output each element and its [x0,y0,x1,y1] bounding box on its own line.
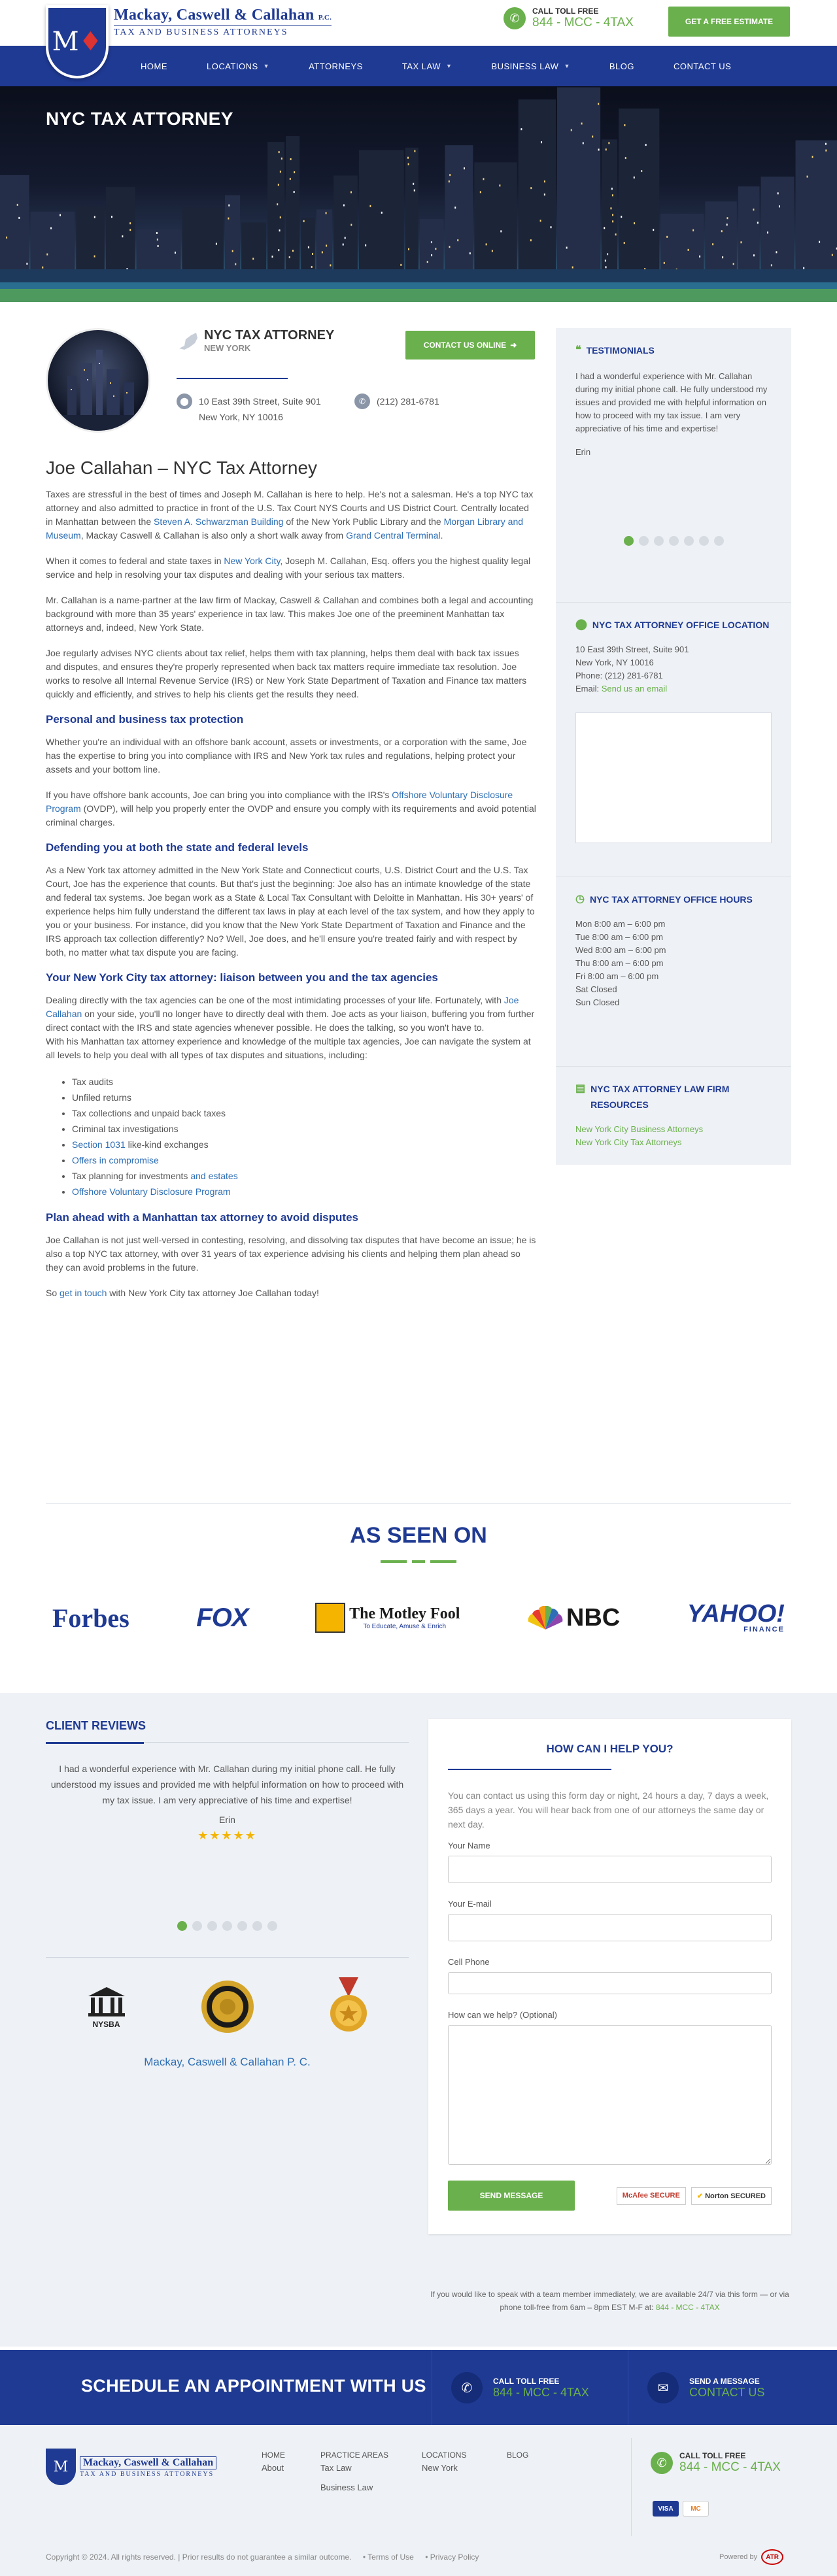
paragraph: If you have offshore bank accounts, Joe can bring you into compliance with the IRS's Offshore Voluntary Disclosure Program (OVDP), will help you properly enter the OVDP and ensure you comply with its requirements and avoid potential criminal charges. [46,790,536,828]
footer-col-home [262,2449,285,2475]
mastercard-icon: MC [683,2501,709,2517]
mcafee-seal: McAfee SECURE [617,2187,686,2205]
note-phone-link[interactable]: 844 - MCC - 4TAX [655,2303,720,2312]
location-pin-icon: ⬤ [177,393,192,409]
award-badges [46,1957,409,2036]
nav-item-locations[interactable]: LOCATIONS ▼ [207,61,270,71]
offers-in-compromise-link[interactable]: Offers in compromise [72,1155,159,1165]
footer [0,2425,837,2576]
address-line2: New York, NY 10016 [199,412,283,422]
chevron-down-icon: ▼ [564,63,570,69]
form-title: HOW CAN I HELP YOU? [546,1743,674,1755]
pager-dot[interactable] [177,1921,187,1931]
forbes-logo: Forbes [52,1603,129,1633]
pager-dot[interactable] [684,536,694,546]
reviews-title: CLIENT REVIEWS [46,1719,146,1732]
testimonials-title: TESTIMONIALS [586,345,655,356]
profile-address [177,393,321,425]
name-label: Your Name [448,1841,490,1850]
pager-dot[interactable] [267,1921,277,1931]
site-logo[interactable] [46,5,332,78]
ovdp-link[interactable]: Offshore Voluntary Disclosure Program [46,790,513,814]
message-label: How can we help? (Optional) [448,2010,557,2020]
profile-heading [177,328,334,353]
powered-by-logo: ATR [761,2549,783,2565]
footer-toll-number[interactable]: 844 - MCC - 4TAX [679,2460,781,2474]
footer-col-practice [320,2449,388,2494]
testimonials-widget [556,328,791,603]
medal-icon [326,1977,371,2036]
pager-dot[interactable] [654,536,664,546]
main-content [46,328,536,1312]
joe-callahan-link[interactable]: Joe Callahan [46,995,519,1019]
sidebar [556,328,791,1165]
hours-row: Sun Closed [575,997,620,1007]
hours-title: NYC TAX ATTORNEY OFFICE HOURS [589,894,753,905]
footer-toll-label: CALL TOLL FREE [679,2451,746,2460]
paragraph: As a New York tax attorney admitted in the New York State and Connecticut courts, U.S. District Court and the U.S. Tax Court, Joe has the experience that counts. But that's just the beginning: Joe also has an intimate knowledge of the state and federal tax systems. Joe began work as a State & Local Tax Consultant with Deloitte in Manhattan. His 30+ years' of experience helps him fully understand the different tax laws in play at each level of the tax system, and how they apply to you or your business. For instance, did you know that the New York State Department of Taxation and Finance and the IRS approach tax collection differently? No? Well, Joe does, and he'll ensure you're treated fairly and with respect by both, no matter what tax dispute you are facing. [46,865,535,958]
chevron-down-icon: ▼ [445,63,453,69]
section-heading: Defending you at both the state and federal levels [46,841,309,854]
send-message-button[interactable]: SEND MESSAGE [448,2181,575,2211]
paragraph: Joe regularly advises NYC clients about tax relief, helps them with tax planning, helps them deal with back tax issues and disputes, and ensures they're properly represented when back tax matters require immediate tax resolution. Joe works to resolve all Internal Revenue Service (IRS) or New York State Department of Taxation and Finance tax matters quickly and efficiently, and strives to help his clients get the results they need. [46,648,527,699]
medal-badge [319,1977,378,2036]
footer-link-business-law[interactable]: Business Law [320,2483,373,2492]
clock-icon: ◷ [575,894,585,905]
location-line: Phone: (212) 281-6781 [575,671,663,680]
pager-dot[interactable] [714,536,724,546]
logo-shield-icon: M ♦ [46,5,109,78]
footer-link-practice-areas[interactable]: PRACTICE AREAS [320,2451,389,2460]
pager-dot[interactable] [192,1921,202,1931]
paragraph: Dealing directly with the tax agencies can be one of the most intimidating processes of your life. Fortunately, with Joe Callahan on your side, you'll no longer have to directly deal with them. Joe acts as your liaison, buffering you from further direct contact with the IRS and state agencies whenever possible. He does the talking, so you won't have to. [46,995,535,1033]
as-seen-on-title: AS SEEN ON [350,1523,487,1548]
hours-row: Wed 8:00 am – 6:00 pm [575,945,666,955]
top-bar [0,0,837,57]
location-line: 10 East 39th Street, Suite 901 [575,644,689,654]
phone-icon: ✆ [504,7,526,29]
attorney-avatar [46,328,150,433]
location-pin-icon: ⬤ [575,619,587,630]
footer-link-blog[interactable]: BLOG [507,2451,529,2460]
office-hours-widget [556,877,791,1067]
powered-by[interactable]: Powered by ATR [719,2549,783,2565]
nbc-logo: NBC [527,1604,620,1632]
phone-number[interactable]: (212) 281-6781 [377,396,439,407]
divider [46,1503,791,1504]
attorney-profile [46,328,536,446]
list-item: • Criminal tax investigations [72,1121,536,1137]
footer-link-locations[interactable]: LOCATIONS [422,2451,467,2460]
payment-cards [653,2501,713,2517]
ovdp-list-link[interactable]: Offshore Voluntary Disclosure Program [72,1186,231,1197]
tax-attorneys-link[interactable]: New York City Tax Attorneys [575,1137,682,1147]
pager-dot[interactable] [669,536,679,546]
toll-label: CALL TOLL FREE [532,7,599,16]
hours-row: Tue 8:00 am – 6:00 pm [575,932,663,942]
profile-subtitle: NEW YORK [204,343,251,353]
hero-title: NYC TAX ATTORNEY [46,109,233,129]
office-location-widget [556,603,791,877]
paragraph: When it comes to federal and state taxes in New York City, Joseph M. Callahan, Esq. offers you the highest quality legal service and help in resolving your tax disputes and dealing with your serious tax matters. [46,556,531,580]
list-item: • Section 1031 like-kind exchanges [72,1137,536,1152]
location-title: NYC TAX ATTORNEY OFFICE LOCATION [592,620,770,630]
paragraph: Mr. Callahan is a name-partner at the law firm of Mackay, Caswell & Callahan and combines both a legal and accounting background with more than 35 years' experience in tax law. This makes Joe one of the preeminent Manhattan tax attorneys and, indeed, New York State. [46,595,534,633]
gold-seal-icon [200,1979,255,2034]
new-york-city-link[interactable]: New York City [224,556,281,566]
section-heading: Personal and business tax protection [46,713,244,726]
send-email-link[interactable]: Send us an email [601,684,668,694]
quote-icon: ❝ [575,344,581,356]
check-icon: ✔ [696,2192,704,2200]
schedule-toll-number[interactable]: 844 - MCC - 4TAX [493,2385,589,2399]
client-reviews [46,1719,409,2069]
footer-toll-free[interactable] [651,2451,781,2475]
profile-divider [177,378,288,379]
nav-item-attorneys[interactable]: ATTORNEYS [309,61,363,71]
arrow-right-icon: ➜ [510,341,517,350]
footer-link-home[interactable]: HOME [262,2451,285,2460]
paragraph: Taxes are stressful in the best of times and Joseph M. Callahan is here to help. He's not a salesman. He's a top NYC tax attorney and also admitted to practice in front of the U.S. Tax Court NYS Courts and US District Court. Centrally located in Manhattan between the Steven A. Schwarzman Building of the New York Public Library and the Morgan Library and Museum, Mackay Caswell & Callahan is also only a short walk away from Grand Central Terminal. [46,489,534,541]
logo-name: Mackay, Caswell & Callahan P.C. [114,7,332,24]
email-label: Your E-mail [448,1899,492,1909]
hours-row: Fri 8:00 am – 6:00 pm [575,971,659,981]
phone-icon: ✆ [354,393,370,409]
hero-banner [0,86,837,302]
footer-col-blog [507,2449,528,2462]
testimonial-text: I had a wonderful experience with Mr. Callahan during my initial phone call. He fully understood my issues and provided me with helpful information on how to proceed with my tax issue. I am very appreciative of his time and expertise! [575,371,768,433]
document-icon: ▤ [575,1083,586,1094]
form-intro: You can contact us using this form day or night, 24 hours a day, 7 days a week, 365 days a year. You will hear back from one of our attorneys the same day or next day. [448,1790,769,1830]
schwarzman-link[interactable]: Steven A. Schwarzman Building [154,516,284,527]
section-heading: Plan ahead with a Manhattan tax attorney to avoid disputes [46,1211,358,1224]
review-text: I had a wonderful experience with Mr. Callahan during my initial phone call. He fully understood my issues and provided me with helpful information on how to proceed with my tax issue. I am very appreciative of his time and expertise! [50,1764,404,1805]
firm-name: Mackay, Caswell & Callahan P. C. [144,2056,311,2068]
phone-icon: ✆ [651,2452,673,2474]
peacock-icon [527,1605,564,1631]
list-item: • Tax audits [72,1074,536,1090]
nav-item-business-law[interactable]: BUSINESS LAW ▼ [491,61,570,71]
footer-link-tax-law[interactable]: Tax Law [320,2463,352,2473]
paragraph: Whether you're an individual with an offshore bank account, assets or investments, or a corporation with the same, Joe has the expertise to bring you into compliance with IRS and New York tax rules and regulations, helping protect your assets and your bottom line. [46,737,527,775]
reviews-pager [46,1921,409,1931]
footer-logo-tagline: TAX AND BUSINESS ATTORNEYS [80,2470,214,2478]
review-stars: ★★★★★ [197,1829,257,1842]
chevron-down-icon: ▼ [263,63,270,69]
hours-row: Mon 8:00 am – 6:00 pm [575,919,666,929]
services-list [72,1074,536,1199]
form-divider [448,1769,611,1770]
location-line: Email: Send us an email [575,684,668,694]
list-item [72,1152,536,1168]
paragraph: Joe Callahan is not just well-versed in contesting, resolving, and dissolving tax disputes that have become an issue; he is also a top NYC tax attorney, with over 31 years of tax experience advising his clients and helping them plan ahead so they can avoid problems in the future. [46,1235,536,1273]
form-note: If you would like to speak with a team member immediately, we are available 24/7 via this form — or via phone toll-free from 6am – 8pm EST M-F at: 844 - MCC - 4TAX [430,2290,789,2312]
nysba-badge: NYSBA [77,1977,136,2036]
toll-number[interactable]: 844 - MCC - 4TAX [532,16,634,29]
security-seals [611,2187,772,2205]
paragraph: So get in touch with New York City tax attorney Joe Callahan today! [46,1288,319,1298]
footer-logo-name: Mackay, Caswell & Callahan [80,2456,216,2469]
pager-dot[interactable] [639,536,649,546]
copyright-text: Copyright © 2024. All rights reserved. | Prior results do not guarantee a similar outcome. [46,2552,352,2562]
review-author: Erin [219,1815,235,1825]
schedule-call[interactable] [451,2372,589,2403]
nav-item-tax-law[interactable]: TAX LAW ▼ [401,61,453,71]
hours-row: Thu 8:00 am – 6:00 pm [575,958,664,968]
footer-logo[interactable] [46,2449,216,2485]
header-toll-free[interactable] [504,7,634,30]
logo-tagline: TAX AND BUSINESS ATTORNEYS [114,25,332,38]
new-york-state-icon [177,329,200,352]
footer-link-about[interactable]: About [262,2463,284,2473]
envelope-icon: ✉ [647,2372,679,2403]
phone-input[interactable] [448,1972,772,1994]
yahoo-finance-logo: YAHOO! FINANCE [687,1600,785,1633]
gold-seal-badge [198,1977,257,2036]
name-input[interactable] [448,1856,772,1883]
address-line1: 10 East 39th Street, Suite 901 [199,396,321,407]
logo-shield-icon: M [46,2449,76,2485]
pager-dot[interactable] [207,1921,217,1931]
motley-fool-logo: The Motley Fool To Educate, Amuse & Enrich [315,1603,460,1633]
nav-item-contact-us[interactable]: CONTACT US [674,61,732,71]
resources-widget [556,1067,791,1165]
schedule-toll-label: CALL TOLL FREE [493,2376,560,2386]
copyright-row [46,2552,488,2562]
pager-dot[interactable] [624,536,634,546]
office-map[interactable] [575,712,772,843]
business-attorneys-link[interactable]: New York City Business Attorneys [575,1124,704,1134]
schedule-message[interactable] [647,2372,764,2403]
section-heading: Your New York City tax attorney: liaison between you and the tax agencies [46,971,438,984]
fox-logo: FOX [196,1603,248,1632]
schedule-title: SCHEDULE AN APPOINTMENT WITH US [81,2376,426,2396]
visa-card-icon: VISA [653,2501,679,2517]
schedule-banner [0,2350,837,2425]
resources-title: NYC TAX ATTORNEY LAW FIRM RESOURCES [590,1084,730,1110]
paragraph: With his Manhattan tax attorney experience and knowledge of the multiple tax agencies, Joe can navigate the system at all levels to help you deal with all types of tax disputes and situations, including: [46,1036,531,1060]
message-textarea[interactable] [448,2025,772,2165]
courthouse-icon [86,1984,128,2017]
brand-logos [52,1602,785,1633]
reviews-and-contact-section [0,1693,837,2347]
contact-form [428,1719,791,2234]
hours-row: Sat Closed [575,984,617,994]
pager-dot[interactable] [222,1921,232,1931]
list-item: • Unfiled returns [72,1090,536,1105]
footer-link-new-york[interactable]: New York [422,2463,458,2473]
contact-us-online-button[interactable]: CONTACT US ONLINE ➜ [405,331,535,360]
email-input[interactable] [448,1914,772,1941]
terms-link[interactable]: • Terms of Use [362,2552,414,2562]
phone-icon: ✆ [451,2372,483,2403]
morgan-library-link[interactable]: Morgan Library and Museum [46,516,524,541]
article-title: Joe Callahan – NYC Tax Attorney [46,458,318,478]
list-item: • Tax collections and unpaid back taxes [72,1105,536,1121]
as-seen-on-section [0,1523,837,1633]
location-line: New York, NY 10016 [575,658,654,667]
reviews-divider [46,1742,409,1743]
grand-central-link[interactable]: Grand Central Terminal [346,530,441,541]
pager-dot[interactable] [699,536,709,546]
list-item: • Tax planning for investments and estates [72,1168,536,1184]
profile-phone[interactable] [354,393,439,409]
norton-seal: ✔ Norton SECURED [691,2187,772,2205]
estates-link[interactable]: and estates [190,1171,238,1181]
get-in-touch-link[interactable]: get in touch [60,1288,107,1298]
testimonial-pager [575,536,772,546]
schedule-contact-link[interactable]: CONTACT US [689,2385,765,2399]
article-body [46,488,536,1300]
footer-col-locations [422,2449,466,2475]
section-1031-link[interactable]: Section 1031 [72,1139,126,1150]
nav-item-home[interactable]: HOME [141,61,167,71]
nav-item-blog[interactable]: BLOG [609,61,634,71]
profile-title: NYC TAX ATTORNEY [204,328,335,343]
title-accent [0,1560,837,1563]
privacy-link[interactable]: • Privacy Policy [425,2552,479,2562]
pager-dot[interactable] [252,1921,262,1931]
schedule-msg-label: SEND A MESSAGE [689,2376,760,2386]
pager-dot[interactable] [237,1921,247,1931]
testimonial-author: Erin [575,447,591,457]
free-estimate-button[interactable]: GET A FREE ESTIMATE [668,7,790,37]
phone-label: Cell Phone [448,1957,490,1967]
list-item [72,1184,536,1199]
